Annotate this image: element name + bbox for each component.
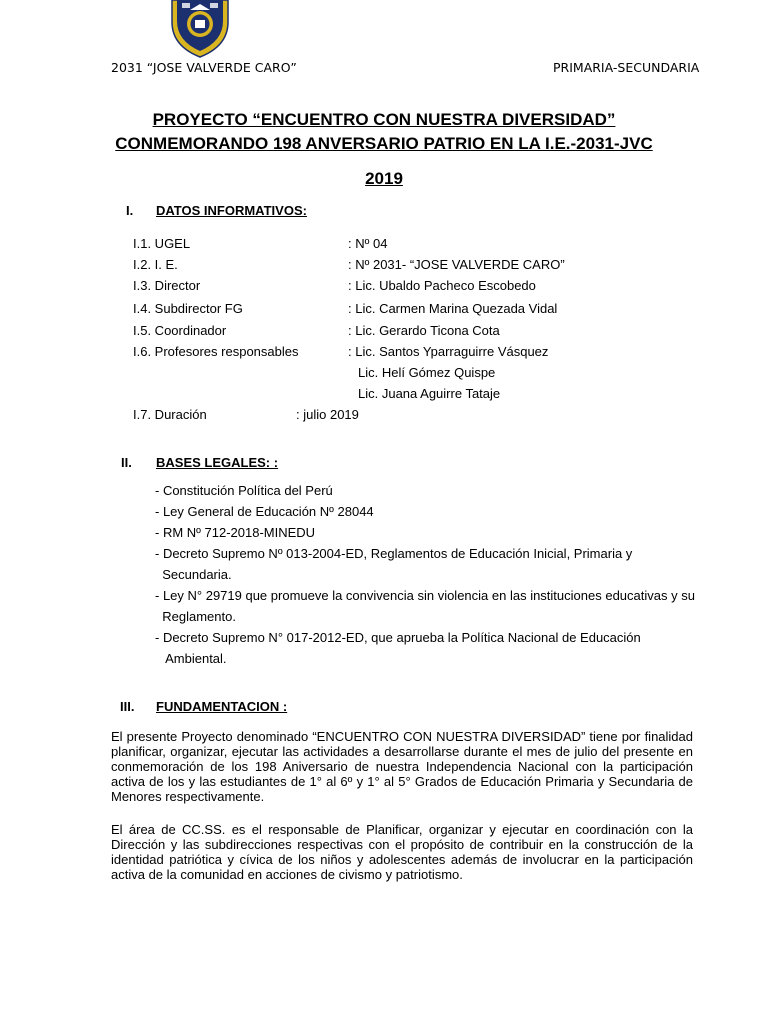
section2-title: BASES LEGALES: :: [156, 455, 279, 470]
legal-item: - RM Nº 712-2018-MINEDU: [155, 525, 316, 540]
school-level: PRIMARIA-SECUNDARIA: [553, 60, 700, 75]
fundamentacion-paragraph-2: El área de CC.SS. es el responsable de Planificar, organizar y ejecutar en coordinación con la Dirección y las subdirecciones respectivas con el propósito de contribuir en la construcción de la identidad patriótica y cívica de los niños y adolescentes además de involucrar en la participación activa de la comunidad en acciones de civismo y patriotismo.: [111, 822, 693, 882]
info-label-teachers: I.6. Profesores responsables: [133, 344, 299, 359]
legal-item: - Constitución Política del Perú: [155, 483, 333, 498]
info-label-subdirector: I.4. Subdirector FG: [133, 301, 243, 316]
info-value-coordinator: : Lic. Gerardo Ticona Cota: [348, 323, 500, 338]
info-value-teacher1: : Lic. Santos Yparraguirre Vásquez: [348, 344, 549, 359]
legal-item: - Ley N° 29719 que promueve la convivencia sin violencia en las instituciones educativas y su: [155, 588, 695, 603]
info-value-teacher2: Lic. Helí Gómez Quispe: [358, 365, 496, 380]
section1-number: I.: [126, 203, 134, 218]
info-label-director: I.3. Director: [133, 278, 201, 293]
project-title-year: 2019: [365, 169, 403, 188]
school-logo: [168, 0, 232, 58]
info-label-ugel: I.1. UGEL: [133, 236, 191, 251]
project-title-line1: PROYECTO “ENCUENTRO CON NUESTRA DIVERSIDAD”: [152, 110, 616, 129]
section3-title: FUNDAMENTACION :: [156, 699, 288, 714]
info-value-ugel: : Nº 04: [348, 236, 388, 251]
project-title-line2: CONMEMORANDO 198 ANVERSARIO PATRIO EN LA I.E.-2031-JVC: [115, 134, 653, 153]
legal-item: - Decreto Supremo Nº 013-2004-ED, Reglamentos de Educación Inicial, Primaria y: [155, 546, 633, 561]
legal-item: - Decreto Supremo N° 017-2012-ED, que aprueba la Política Nacional de Educación: [155, 630, 641, 645]
legal-item-continuation: Reglamento.: [155, 609, 236, 624]
info-value-subdirector: : Lic. Carmen Marina Quezada Vidal: [348, 301, 558, 316]
legal-item: - Ley General de Educación Nº 28044: [155, 504, 374, 519]
legal-item-continuation: Ambiental.: [155, 651, 227, 666]
info-label-duration: I.7. Duración: [133, 407, 207, 422]
legal-item-continuation: Secundaria.: [155, 567, 232, 582]
info-value-teacher3: Lic. Juana Aguirre Tataje: [358, 386, 501, 401]
section1-title: DATOS INFORMATIVOS:: [156, 203, 307, 218]
info-value-duration: : julio 2019: [296, 407, 359, 422]
info-label-coordinator: I.5. Coordinador: [133, 323, 227, 338]
section2-number: II.: [121, 455, 132, 470]
info-value-director: : Lic. Ubaldo Pacheco Escobedo: [348, 278, 536, 293]
school-name: 2031 “JOSE VALVERDE CARO”: [111, 60, 297, 75]
fundamentacion-paragraph-1: El presente Proyecto denominado “ENCUENTRO CON NUESTRA DIVERSIDAD” tiene por finalidad planificar, organizar, ejecutar las actividades a desarrollarse durante el mes de julio del presente en conmemoración de los 198 Aniversario de nuestra Independencia Nacional con la participación activa de los y las estudiantes de 1° al 6º y 1° al 5° Grados de Educación Primaria y Secundaria de Menores respectivamente.: [111, 729, 693, 804]
section3-number: III.: [120, 699, 135, 714]
info-value-ie: : Nº 2031- “JOSE VALVERDE CARO”: [348, 257, 565, 272]
info-label-ie: I.2. I. E.: [133, 257, 178, 272]
